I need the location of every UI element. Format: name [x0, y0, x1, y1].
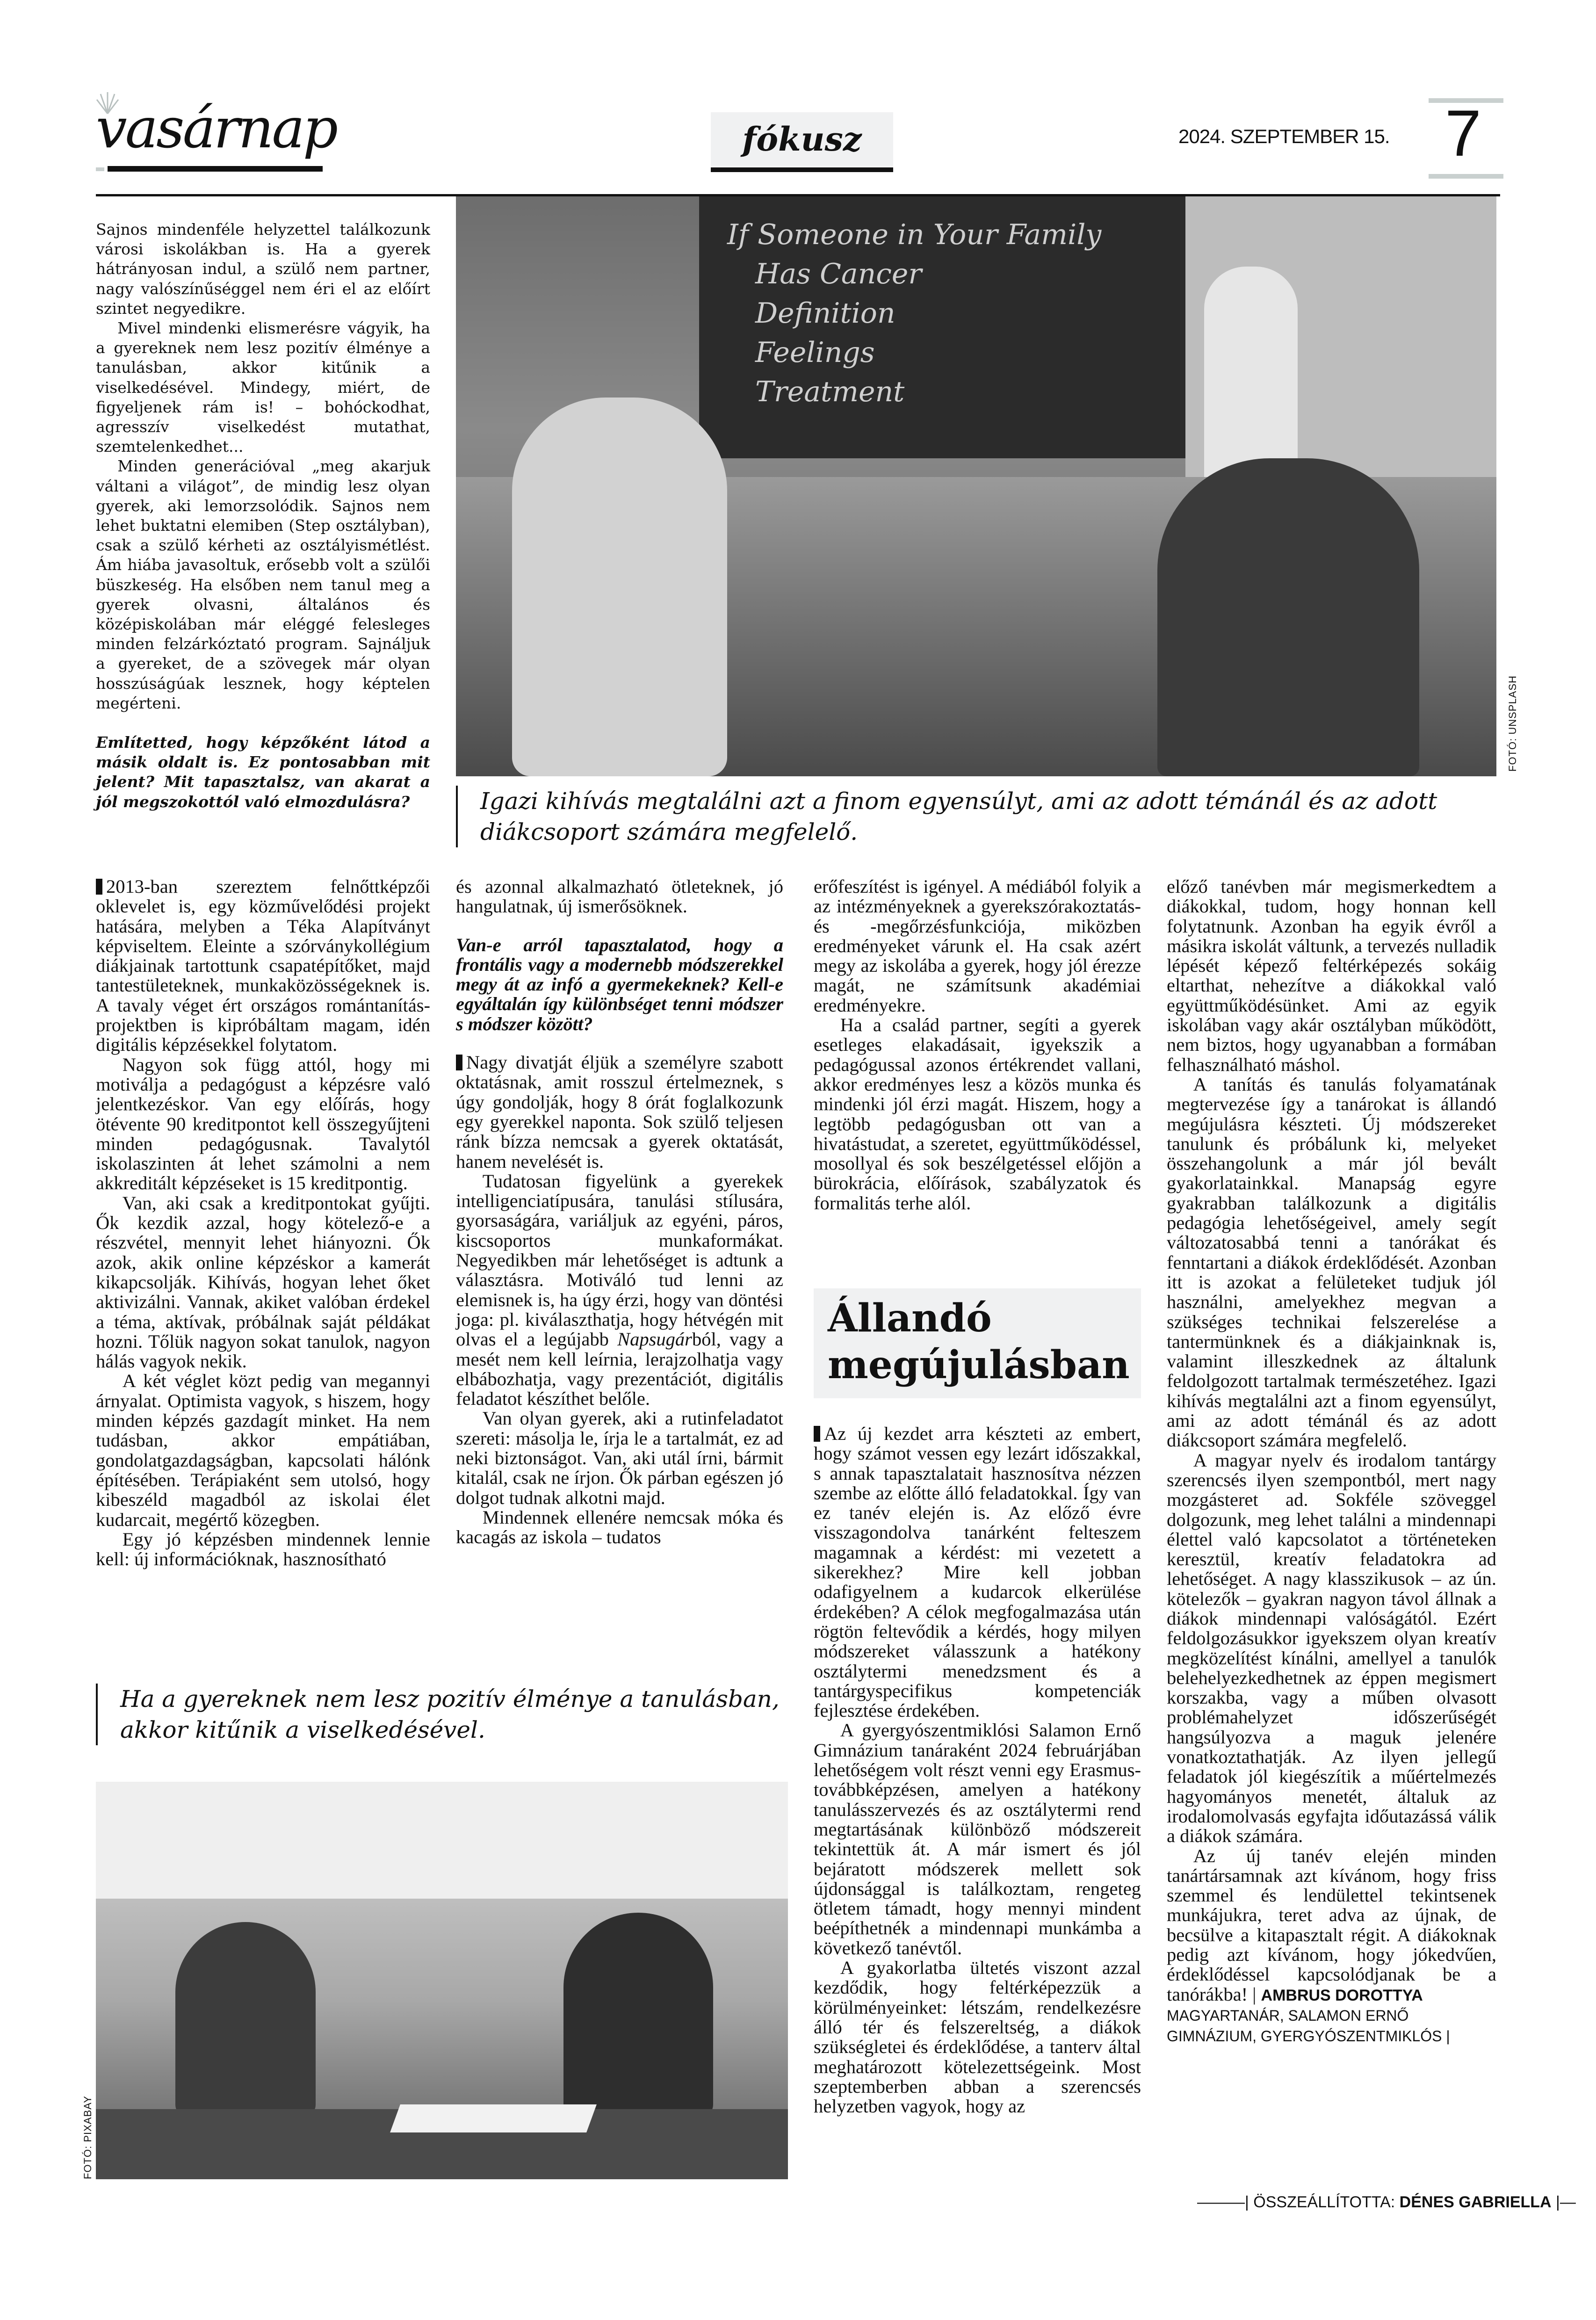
- article-column-3-continued: [814, 1424, 1141, 2116]
- separator: |: [1446, 2027, 1450, 2045]
- paragraph: és azonnal alkalmazható ötleteknek, jó hangulatnak, új ismerősöknek.: [456, 876, 783, 917]
- masthead-accent: [96, 167, 104, 171]
- paragraph: Egy jó képzésben mindennek lennie kell: új információknak, hasznosítható: [96, 1528, 430, 1570]
- page-number-bar: [1429, 174, 1503, 179]
- paragraph: Mindennek ellenére nemcsak móka és kacagás az iskola – tudatos: [456, 1506, 783, 1548]
- paragraph: A magyar nyelv és irodalom tantárgy szerencsés ilyen szempontból, mert nagy mozgásteret ad. Sokféle szöveggel dolgozunk, meg lehet találni a mindennapi élettel való kapcsolatot a történeteken keresztül, kreatív feladatokra ad lehetőséget. A nagy klasszikusok – az ún. kötelezők – gyakran nagyon távol állnak a diákok mindennapi valóságától. Ezért feldolgozásukkor igyekszem olyan kreatív megközelítést kínálni, amellyel a tanulók belehelyezkedhetnek az éppen megismert korszakba, vagy a műben olvasott problémahelyzet időszerűségét hangsúlyozva a maguk jelenére vonatkoztathatják. Az ilyen jellegű feladatok jól kiegészítik a műértelmezés hagyományos menetét, általuk az irodalomolvasás egyfajta időutazássá válik a diákok számára.: [1167, 1449, 1496, 1847]
- page-number: 7: [1445, 96, 1481, 170]
- paragraph: A két véglet közt pedig van megannyi árnyalat. Optimista vagyok, s hiszem, hogy minden képzés gazdagít minket. Ha nem tudásban, akkor empátiában, gondolatgazdagságban, kapcsolati hálónk építésében. Terápiaként sem utolsó, hogy kibeszéld magadból az iskolai élet kudarcait, megértő közegben.: [96, 1370, 430, 1530]
- children-in-class-photo: [96, 1782, 788, 2179]
- paragraph: [814, 1424, 1141, 1720]
- paragraph: Van olyan gyerek, aki a rutinfeladatot szereti: másolja le, írja le a tartalmát, ez ad neki biztonságot. Van, aki utál írni, bármit kitalál, csak ne írjon. Ők párban egészen jó dolgot tudnak alkotni majd.: [456, 1408, 783, 1508]
- board-text: Has Cancer: [755, 258, 922, 290]
- student-raising-hand-figure: [1157, 458, 1419, 776]
- paragraph: A gyakorlatba ültetés viszont azzal kezdődik, hogy feltérképezzük a körülményeinket: létszám, rendelkezésre álló tér és felszereltség, a diákok szükségletei és érdeklődése, a tanterv által meghatározott kötelezettségeink. Most szeptemberben abban a szerencsés helyzetben vagyok, hogy az: [814, 1957, 1141, 2117]
- compiler-name: DÉNES GABRIELLA: [1399, 2193, 1552, 2211]
- paragraph-text: Az új kezdet arra készteti az embert, hogy számot vessen egy lezárt időszakkal, s annak tapasztalatait hasznosítva nézzen szembe az előtte álló feladatokkal. Így van ez tanév elején is. Az előző évre visszagondolva tanárként felteszem magamnak a kérdést: mi vezetett a sikerekhez? Mire kell jobban odafigyelnem a kudarcok elkerülése érdekében? A célok megfogalmazása után rögtön feltevődik a kérdés, hogy milyen módszereket válasszunk a hatékony osztálytermi menedzsment és a tantárgyspecifikus kompetenciák fejlesztése érdekében.: [814, 1423, 1141, 1721]
- masthead-underline: [108, 166, 323, 172]
- compiled-label: ÖSSZEÁLLÍTOTTA:: [1253, 2193, 1395, 2211]
- paragraph-marker-icon: [814, 1426, 820, 1442]
- board-text: Feelings: [755, 336, 875, 369]
- classroom-photo: [456, 196, 1496, 776]
- separator: |: [1252, 1983, 1257, 2005]
- paragraph: [96, 877, 430, 1055]
- paper-sheet: [390, 2104, 597, 2132]
- article-column-3: [814, 877, 1141, 1213]
- chalkboard: [699, 196, 1185, 458]
- pull-quote: Igazi kihívás megtalálni azt a finom egyensúlyt, ami az adott témánál és az adott diákcsoport számára megfelelő.: [456, 786, 1486, 847]
- paragraph-marker-icon: [456, 1055, 462, 1070]
- article-column-4: [1167, 877, 1496, 2046]
- magazine-title: Napsugár: [617, 1329, 692, 1350]
- footer-credit: ———| ÖSSZEÁLLÍTOTTA: DÉNES GABRIELLA |—: [1197, 2193, 1576, 2211]
- pull-quote: Ha a gyereknek nem lesz pozitív élménye a tanulásban, akkor kitűnik a viselkedésével.: [96, 1684, 784, 1745]
- student-girl-figure: [512, 398, 727, 776]
- paragraph-text: Tudatosan figyelünk a gyerekek intelligenciatípusára, tanulási stílusára, gyorsaságára, variáljuk az egyéni, páros, kiscsoportos munkaformákat. Negyedikben már lehetőséget is adtunk a választásra. Motiváló tud lenni az elemisnek is, ha úgy érzi, hogy van döntési joga: pl. kiválaszthatja, hogy hétvégén mit olvas el a legújabb: [456, 1170, 783, 1350]
- paragraph-text: Az új tanév elején minden tanártársamnak azt kívánom, hogy friss szemmel és lendülettel tekintsenek munkájukra, teret adva az újnak, de becsülve a kitapasztalt régit. A diákoknak pedig azt kívánom, hogy jókedvűen, érdeklődéssel kapcsolódjanak be a tanórákba!: [1167, 1845, 1496, 2005]
- section-label: fókusz: [711, 112, 893, 166]
- issue-date: 2024. SZEPTEMBER 15.: [1178, 125, 1390, 147]
- classroom-window: [96, 1782, 788, 1899]
- paragraph: A tanítás és tanulás folyamatának megtervezése így a tanárokat is állandó megújulásra készteti. Új módszereket tanulunk és próbálunk ki, melyeket összehangolunk a már jól bevált gyakorlatainkkal. Manapság egyre gyakrabban találkozunk a digitális pedagógia lehetőségeivel, amely segít változatosabbá tenni a tanórákat és fenntartani a diákok érdeklődését. Azonban itt is azokat a felületeket tudjuk jól használni, amelyekhez megvan a szükséges technikai felszerelése a tantermünknek és a diákjainknak is, valamint illeszkednek az általunk feldolgozott tartalmak természetéhez. Igazi kihívás megtalálni azt a finom egyensúlyt, ami az adott témánál és az adott diákcsoport számára megfelelő.: [1167, 1073, 1496, 1451]
- paragraph: [1167, 1846, 1496, 2005]
- paragraph-text: 2013-ban szereztem felnőttképzői oklevelet is, egy közművelődési projekt hatására, melyben a Téka Alapítványt képviseltem. Eleinte a szórványkollégium diákjainak tartottunk csapatépítőket, majd tantestületeknek, munkaközösségeknek is. A tavaly véget ért országos romántanítás-projektben is kipróbáltam magam, idén digitális képzésekkel folytatom.: [96, 876, 430, 1055]
- paragraph: Sajnos mindenféle helyzettel találkozunk városi iskolákban is. Ha a gyerek hátrányosan indul, a szülő nem partner, nagy valószínűséggel nem éri el az előírt szintet negyedikre.: [96, 220, 430, 318]
- paragraph-marker-icon: [96, 879, 102, 895]
- paragraph: Nagyon sok függ attól, hogy mi motiválja a pedagógust a képzésre való jelentkezéskor. Van egy előírás, hogy ötévente 90 kreditpontot kell összegyűjteni minden pedagógusnak. Tavalytól iskolaszinten át lehet számolni a nem akkreditált képzéseket is 15 kreditpontig.: [96, 1054, 430, 1194]
- paragraph: [456, 1053, 783, 1171]
- section-underline: [711, 167, 893, 172]
- paragraph: A gyergyószentmiklósi Salamon Ernő Gimnázium tanáraként 2024 februárjában lehetőségem volt részt venni egy Erasmus-továbbképzésen, amelyen a hatékony tanulásszervezés és az osztálytermi rend megtartásának különböző módszereit tekintettük át. A már ismert és jól bejáratott módszerek mellett sok újdonsággal is találkoztam, rengeteg ötletem támadt, hogy mennyi mindent beépíthetnék a mindennapi munkámba a következő tanévtől.: [814, 1720, 1141, 1959]
- author-name: AMBRUS DOROTTYA: [1261, 1986, 1423, 2004]
- paragraph: [456, 1171, 783, 1409]
- paragraph: előző tanévben már megismerkedtem a diákokkal, tudom, hogy honnan kell folytatnunk. Azonban ha egyik évről a másikra iskolát váltunk, a tervezés nulladik lépését képező feltérképezés sokáig eltarthat, nehezítve a diákokkal való együttműködésünket. Ami az egyik iskolában vagy akár osztályban működött, nem biztos, hogy ugyanabban a formában felhasználható máshol.: [1167, 876, 1496, 1075]
- article-column-1: [96, 877, 430, 1569]
- board-text: If Someone in Your Family: [727, 218, 1102, 251]
- subheading: Állandó megújulásban: [828, 1296, 1130, 1388]
- paragraph: Mivel mindenki elismerésre vágyik, ha a gyereknek nem lesz pozitív élménye a tanulásban, akkor kitűnik a viselkedésével. Mindegy, miért, de figyeljenek rám is! – bohóckodhat, agresszív viselkedést mutathat, szemtelenkedhet...: [96, 319, 430, 456]
- subheading-box: [814, 1288, 1141, 1398]
- intro-column: [96, 220, 430, 831]
- boy-left-figure: [175, 1922, 316, 2118]
- interview-question: Említetted, hogy képzőként látod a másik oldalt is. Ez pontosabban mit jelent? Mit tapasztalsz, van akarat a jól megszokottól való elmozdulásra?: [96, 733, 430, 811]
- paragraph-text: Nagy divatját éljük a személyre szabott oktatásnak, amit rosszul értelmeznek, s úgy gondolják, hogy 8 órát foglalkozunk egy gyerekkel naponta. Sok szülő teljesen ránk bízza nemcsak a gyerek oktatását, hanem nevelését is.: [456, 1052, 783, 1172]
- article-column-2: [456, 877, 783, 1547]
- board-text: Definition: [755, 297, 895, 330]
- paragraph: Ha a család partner, segíti a gyerek esetleges elakadásait, igyekszik a pedagógussal azonos értékrendet vallani, akkor eredményes lesz a közös munka és mindenki jól érzi magát. Hiszem, hogy a legtöbb pedagógusban ott van a hivatástudat, a szeretet, együttműködéssel, mosollyal és sok beszélgetéssel előjön a bürokrácia, előírások, szabályzatok és formalitás terhe alól.: [814, 1014, 1141, 1214]
- paragraph: Minden generációval „meg akarjuk váltani a világot”, de mindig lesz olyan gyerek, aki lemorzsolódik. Sajnos nem lehet buktatni elemiben (Step osztályban), csak a szülő kérheti az osztályismétlést. Ám hiába javasoltuk, erősebb volt a szülői büszkeség. Ha elsőben nem tanul meg a gyerek olvasni, általános és középiskolában már eléggé felesleges minden felzárkóztató program. Sajnáljuk a gyereket, de a szövegek már olyan hosszúságúak lesznek, hogy képtelen megérteni.: [96, 457, 430, 712]
- paragraph-text: ból, vagy a mesét nem kell leírnia, lerajzolhatja vagy elbábozhatja, vagy prezentációt, digitális feladatot készíthet belőle.: [456, 1329, 784, 1409]
- paragraph: erőfeszítést is igényel. A médiából folyik a az intézményeknek a gyerekszórakoztatás- és -megőrzésfunkciója, miközben eredményeket várunk el. Ha csak azért megy az iskolába a gyerek, hogy jól érezze magát, ne számítsunk akadémiai eredményekre.: [814, 876, 1141, 1016]
- board-text: Treatment: [755, 376, 905, 408]
- paragraph: Van, aki csak a kreditpontokat gyűjti. Ők kezdik azzal, hogy kötelező-e a részvétel, mennyit lehet hiányozni. Ők azok, akik online képzéskor a kamerát kikapcsolják. Kihívás, hogyan lehet őket aktivizálni. Vannak, akiket valóban érdekel a téma, aktívak, próbálnak saját példákat hozni. Tőlük nagyon sokat tanulok, nagyon hálás vagyok nekik.: [96, 1192, 430, 1372]
- photo-credit: FOTÓ: UNSPLASH: [1507, 675, 1518, 772]
- masthead-logo: vasárnap: [96, 96, 337, 160]
- boy-right-figure: [563, 1913, 713, 2118]
- photo-credit: FOTÓ: PIXABAY: [82, 2096, 94, 2179]
- author-role: [1167, 2005, 1496, 2046]
- author-role-text: MAGYARTANÁR, SALAMON ERNŐ GIMNÁZIUM, GYERGYÓSZENTMIKLÓS: [1167, 2007, 1442, 2045]
- interview-question: Van-e arról tapasztalatod, hogy a frontális vagy a modernebb módszerekkel megy át az infó a gyermekeknek? Kell-e egyáltalán így különbséget tenni módszer s módszer között?: [456, 934, 783, 1034]
